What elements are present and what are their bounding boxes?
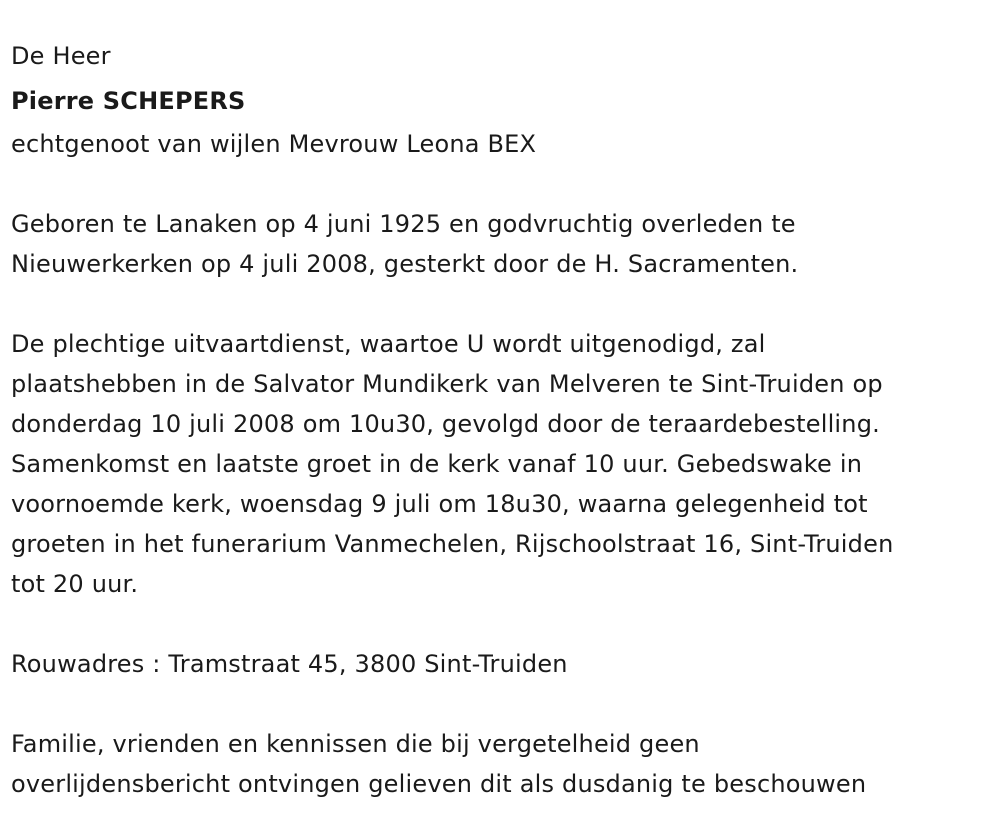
- obituary-notice: [11, 36, 991, 804]
- birth-death-paragraph: Geboren te Lanaken op 4 juni 1925 en godvruchtig overleden te Nieuwerkerken op 4 juli 2008, gesterkt door de H. Sacramenten.: [11, 210, 799, 278]
- mourning-address: Rouwadres : Tramstraat 45, 3800 Sint-Truiden: [11, 650, 568, 678]
- salutation: De Heer: [11, 42, 111, 70]
- deceased-name: Pierre SCHEPERS: [11, 87, 246, 115]
- spouse-line: echtgenoot van wijlen Mevrouw Leona BEX: [11, 130, 537, 158]
- closing-paragraph: Familie, vrienden en kennissen die bij vergetelheid geen overlijdensbericht ontvingen gelieven dit als dusdanig te beschouwen: [11, 730, 867, 798]
- funeral-paragraph: De plechtige uitvaartdienst, waartoe U wordt uitgenodigd, zal plaatshebben in de Salvator Mundikerk van Melveren te Sint-Truiden op donderdag 10 juli 2008 om 10u30, gevolgd door de teraardebestelling. Samenkomst en laatste groet in de kerk vanaf 10 uur. Gebedswake in voornoemde kerk, woensdag 9 juli om 18u30, waarna gelegenheid tot groeten in het funerarium Vanmechelen, Rijschoolstraat 16, Sint-Truiden tot 20 uur.: [11, 330, 894, 598]
